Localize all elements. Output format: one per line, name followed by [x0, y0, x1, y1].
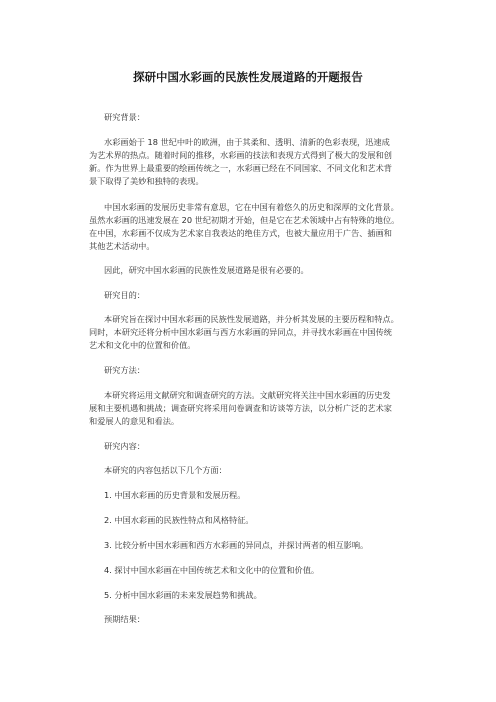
list-item: 5. 分析中国水彩画的未来发展趋势和挑战。 — [104, 590, 262, 600]
paragraph-line: 其他艺术活动中。 — [89, 241, 155, 251]
section-heading-purpose: 研究目的： — [104, 290, 145, 300]
document-title: 探研中国水彩画的民族性发展道路的开题报告 — [133, 70, 363, 84]
paragraph-line: 虽然水彩画的迅速发展在 20 世纪初期才开始，但是它在艺术领域中占有特殊的地位。 — [89, 215, 400, 225]
paragraph-line: 新。作为世界上最重要的绘画传统之一，水彩画已经在不同国家、不同文化和艺术背 — [89, 163, 392, 173]
paragraph-line: 和爱展人的意见和看法。 — [89, 416, 180, 426]
list-item: 4. 探讨中国水彩画在中国传统艺术和文化中的位置和价值。 — [104, 565, 320, 575]
paragraph-line: 展和主要机遇和挑战；调查研究将采用问卷调查和访谈等方法，以分析广泛的艺术家 — [89, 403, 392, 413]
section-heading-background: 研究背景： — [104, 112, 145, 122]
paragraph-line: 中国水彩画的发展历史非常有意思，它在中国有着悠久的历史和深厚的文化背景。 — [104, 202, 399, 212]
section-heading-method: 研究方法： — [104, 365, 145, 375]
paragraph-line: 水彩画始于 18 世纪中叶的欧洲，由于其柔和、透明、清新的色彩表现，迅速成 — [104, 137, 390, 147]
list-item: 2. 中国水彩画的民族性特点和风格特征。 — [104, 515, 254, 525]
list-item: 1. 中国水彩画的历史背景和发展历程。 — [104, 490, 246, 500]
paragraph-line: 本研究旨在探讨中国水彩画的民族性发展道路，并分析其发展的主要历程和特点。 — [104, 314, 399, 324]
list-item: 3. 比较分析中国水彩画和西方水彩画的异同点，并探讨两者的相互影响。 — [104, 540, 369, 550]
paragraph-line: 本研究的内容包括以下几个方面： — [104, 465, 227, 475]
section-heading-content: 研究内容： — [104, 441, 145, 451]
section-heading-expected-results: 预期结果： — [104, 614, 145, 624]
paragraph-line: 在中国，水彩画不仅成为艺术家自我表达的绝佳方式，也被大量应用于广告、插画和 — [89, 228, 392, 238]
paragraph-line: 因此，研究中国水彩画的民族性发展道路是很有必要的。 — [104, 265, 309, 275]
paragraph-line: 为艺术界的热点。随着时间的推移，水彩画的技法和表现方式得到了极大的发展和创 — [89, 150, 392, 160]
paragraph-line: 同时，本研究还将分析中国水彩画与西方水彩画的异同点，并寻找水彩画在中国传统 — [89, 327, 392, 337]
paragraph-line: 本研究将运用文献研究和调查研究的方法。文献研究将关注中国水彩画的历史发 — [104, 390, 391, 400]
paragraph-line: 艺术和文化中的位置和价值。 — [89, 340, 196, 350]
paragraph-line: 景下取得了美妙和独特的表现。 — [89, 176, 204, 186]
